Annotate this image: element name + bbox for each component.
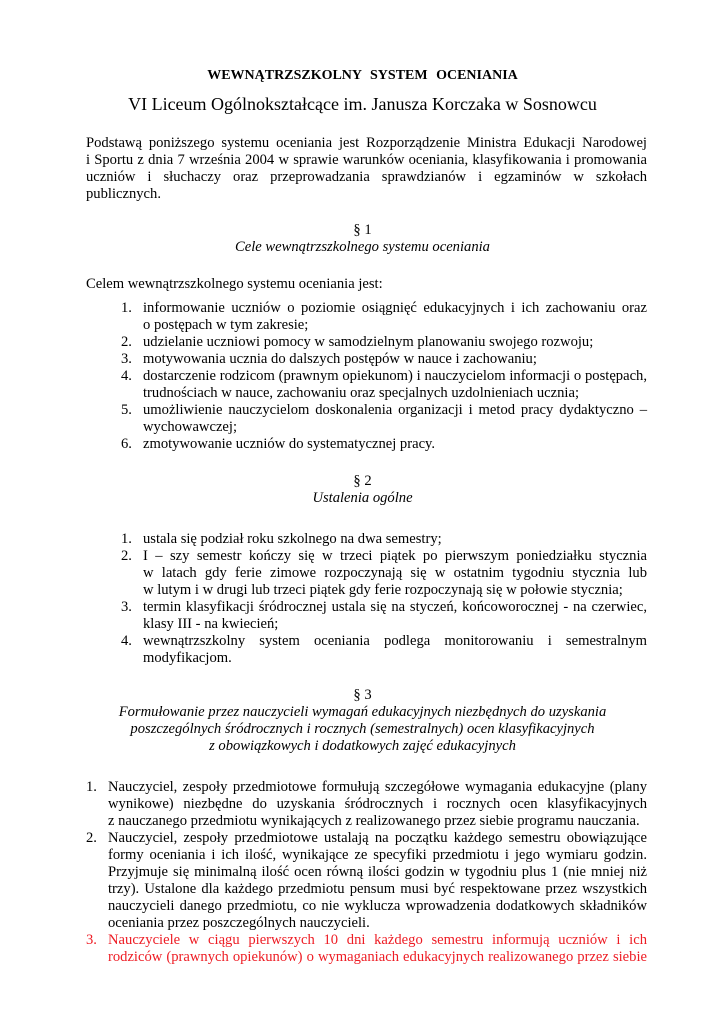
list-number: 1.	[121, 531, 132, 547]
list-item-text: dostarczenie rodzicom (prawnym opiekunom) i nauczycielom informacji o postępach,	[143, 368, 647, 384]
list-item-text-highlighted: Nauczyciele w ciągu pierwszych 10 dni każdego semestru informują uczniów i ich	[108, 932, 647, 948]
list-number: 6.	[121, 436, 132, 452]
intro-line: Podstawą poniższego systemu oceniania jest Rozporządzenie Ministra Edukacji Narodowej	[86, 135, 647, 151]
list-item-text: o postępach w tym zakresie;	[143, 317, 309, 333]
list-item-text: udzielanie uczniowi pomocy w samodzielnym planowaniu swojego rozwoju;	[143, 334, 594, 350]
list-item-text: Przyjmuje się minimalną ilość ocen równą ilości godzin w tygodniu plus 1 (nie mniej niż	[108, 864, 647, 880]
section-3-title: z obowiązkowych i dodatkowych zajęć edukacyjnych	[209, 738, 516, 754]
list-item-text: Nauczyciel, zespoły przedmiotowe formułują szczegółowe wymagania edukacyjne (plany	[108, 779, 647, 795]
school-name: VI Liceum Ogólnokształcące im. Janusza Korczaka w Sosnowcu	[128, 94, 597, 114]
section-3-title: poszczególnych śródrocznych i rocznych (semestralnych) ocen klasyfikacyjnych	[130, 721, 595, 737]
list-number: 5.	[121, 402, 132, 418]
list-item-text: trudnościach w nauce, zachowaniu oraz specjalnych uzdolnieniach ucznia;	[143, 385, 579, 401]
list-number: 2.	[86, 830, 97, 846]
intro-line: i Sportu z dnia 7 września 2004 w sprawie warunków oceniania, klasyfikowania i promowania	[86, 152, 647, 168]
list-number: 2.	[121, 334, 132, 350]
intro-line: publicznych.	[86, 186, 161, 202]
list-item-text: w latach gdy ferie zimowe rozpoczynają się w ostatnim tygodniu stycznia lub	[143, 565, 647, 581]
list-number: 3.	[86, 932, 97, 948]
list-item-text: ustala się podział roku szkolnego na dwa semestry;	[143, 531, 442, 547]
list-item-text: w lutym i w drugi lub trzeci piątek gdy ferie rozpoczynają się w połowie stycznia;	[143, 582, 623, 598]
list-item-text-highlighted: rodziców (prawnych opiekunów) o wymaganiach edukacyjnych realizowanego przez siebie	[108, 949, 647, 965]
list-item-text: klasy III - na kwiecień;	[143, 616, 279, 632]
section-2-number: § 2	[353, 473, 372, 489]
list-item-text: zmotywowanie uczniów do systematycznej pracy.	[143, 436, 436, 452]
list-item-text: motywowania ucznia do dalszych postępów w nauce i zachowaniu;	[143, 351, 537, 367]
section-1-number: § 1	[353, 222, 372, 238]
section-1-title: Cele wewnątrzszkolnego systemu oceniania	[235, 239, 490, 255]
list-item-text: modyfikacjom.	[143, 650, 232, 666]
list-item-text: trzy). Ustalone dla każdego przedmiotu pensum musi być respektowane przez wszystkich	[108, 881, 647, 897]
list-item-text: z nauczanego przedmiotu wynikających z realizowanego przez siebie programu nauczania.	[108, 813, 640, 829]
list-number: 1.	[86, 779, 97, 795]
section-2-title: Ustalenia ogólne	[312, 490, 413, 506]
list-number: 1.	[121, 300, 132, 316]
list-item-text: nauczycieli danego przedmiotu, co nie wyklucza wprowadzenia dodatkowych składników	[108, 898, 647, 914]
list-number: 3.	[121, 599, 132, 615]
section-3-number: § 3	[353, 687, 372, 703]
list-item-text: wewnątrzszkolny system oceniania podlega monitorowaniu i semestralnym	[143, 633, 647, 649]
list-item-text: informowanie uczniów o poziomie osiągnięć edukacyjnych i ich zachowaniu oraz	[143, 300, 647, 316]
list-item-text: oceniania przez poszczególnych nauczycieli.	[108, 915, 370, 931]
list-item-text: I – szy semestr kończy się w trzeci piątek po pierwszym poniedziałku stycznia	[143, 548, 647, 564]
list-number: 2.	[121, 548, 132, 564]
list-item-text: formy oceniania i ich ilość, wynikające ze specyfiki przedmiotu i jego wymiaru godzin.	[108, 847, 647, 863]
section-3-title: Formułowanie przez nauczycieli wymagań edukacyjnych niezbędnych do uzyskania	[118, 704, 607, 720]
list-item-text: wynikowe) niezbędne do uzyskania śródrocznych i rocznych ocen klasyfikacyjnych	[108, 796, 647, 812]
section-1-lead: Celem wewnątrzszkolnego systemu oceniania jest:	[86, 276, 383, 292]
list-item-text: wychowawczej;	[143, 419, 238, 435]
list-item-text: umożliwienie nauczycielom doskonalenia organizacji i metod pracy dydaktyczno –	[143, 402, 647, 418]
list-item-text: termin klasyfikacji śródrocznej ustala się na styczeń, końcoworocznej - na czerwiec,	[143, 599, 647, 615]
intro-line: uczniów i słuchaczy oraz przeprowadzania sprawdzianów i egzaminów w szkołach	[86, 169, 647, 185]
document-title: WEWNĄTRZSZKOLNY SYSTEM OCENIANIA	[207, 68, 518, 83]
list-number: 4.	[121, 633, 132, 649]
list-item-text: Nauczyciel, zespoły przedmiotowe ustalają na początku każdego semestru obowiązujące	[108, 830, 647, 846]
list-number: 4.	[121, 368, 132, 384]
list-number: 3.	[121, 351, 132, 367]
